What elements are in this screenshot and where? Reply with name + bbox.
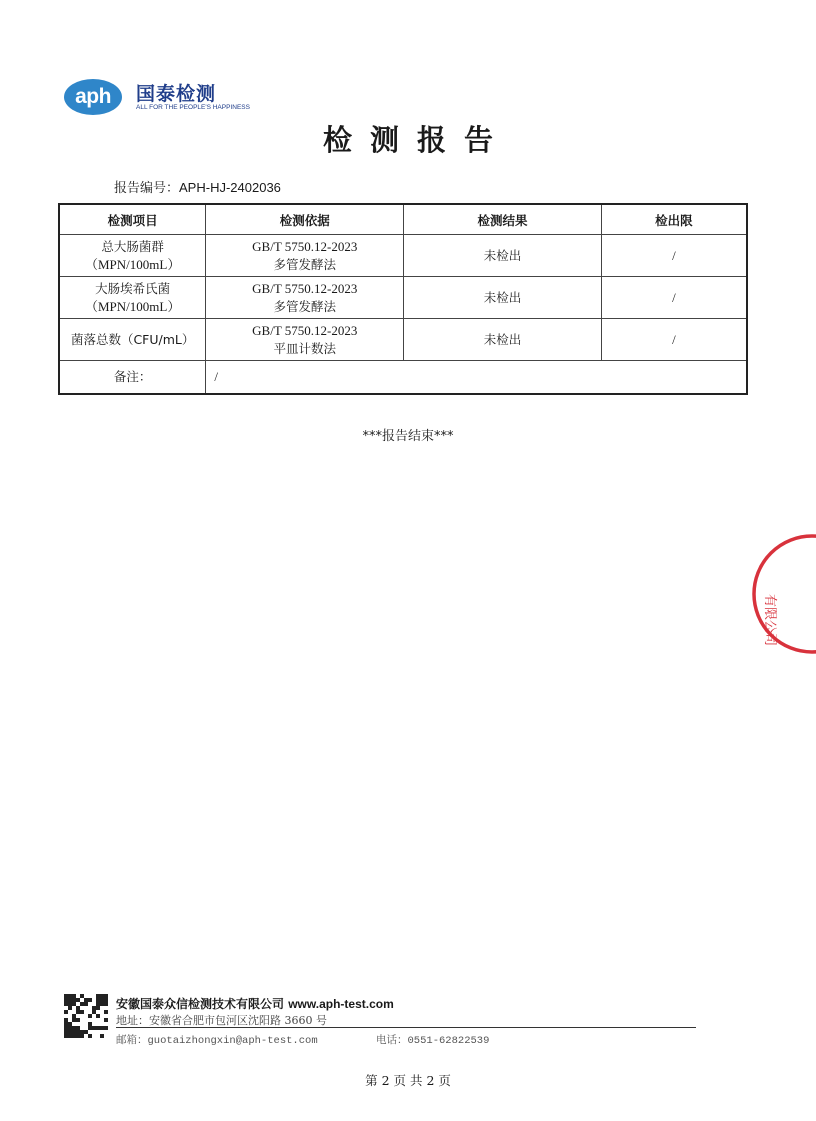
item-name: 菌落总数（CFU/mL）	[70, 331, 195, 347]
qr-module	[104, 1026, 108, 1030]
qr-module	[76, 1006, 80, 1010]
qr-module	[88, 1014, 92, 1018]
qr-module	[80, 1030, 84, 1034]
table-row	[59, 277, 747, 319]
footer-address: 地址：安徽省合肥市包河区沈阳路 3660 号	[116, 1014, 327, 1027]
qr-module	[64, 994, 68, 998]
logo-slogan: ALL FOR THE PEOPLE'S HAPPINESS	[136, 104, 250, 111]
report-number	[114, 177, 281, 196]
qr-module	[96, 1026, 100, 1030]
qr-module	[96, 994, 100, 998]
seal-graphic	[726, 532, 816, 657]
qr-module	[100, 1002, 104, 1006]
qr-code	[64, 994, 108, 1038]
qr-module	[68, 1030, 72, 1034]
basis-method: 平皿计数法	[273, 340, 337, 356]
qr-module	[72, 998, 76, 1002]
table-header-row	[59, 204, 747, 235]
result-cell: 未检出	[404, 277, 602, 319]
qr-module	[96, 1002, 100, 1006]
item-cell	[59, 277, 206, 319]
qr-module	[68, 1006, 72, 1010]
item-name: 大肠埃希氏菌	[95, 280, 171, 296]
footer-phone-value: 0551-62822539	[407, 1035, 490, 1047]
qr-module	[80, 1002, 84, 1006]
basis-standard: GB/T 5750.12-2023	[252, 322, 358, 338]
remark-row	[59, 361, 747, 395]
basis-cell	[206, 277, 404, 319]
seal-text: 有限公司	[762, 594, 777, 647]
header-result: 检测结果	[404, 204, 602, 235]
basis-method: 多管发酵法	[273, 256, 337, 272]
qr-module	[88, 1022, 92, 1026]
footer-website: www.aph-test.com	[288, 997, 394, 1011]
qr-module	[92, 1010, 96, 1014]
header-item: 检测项目	[59, 204, 206, 235]
qr-module	[96, 998, 100, 1002]
qr-module	[96, 1014, 100, 1018]
qr-module	[76, 1026, 80, 1030]
qr-module	[64, 1026, 68, 1030]
basis-cell	[206, 319, 404, 361]
item-cell	[59, 319, 206, 361]
results-table	[58, 203, 748, 395]
qr-module	[68, 994, 72, 998]
item-cell	[59, 235, 206, 277]
qr-module	[64, 1002, 68, 1006]
qr-module	[76, 1010, 80, 1014]
qr-module	[84, 1002, 88, 1006]
qr-module	[64, 1010, 68, 1014]
table-row	[59, 319, 747, 361]
qr-module	[96, 1006, 100, 1010]
qr-module	[68, 1002, 72, 1006]
qr-module	[68, 1026, 72, 1030]
company-logo	[64, 75, 264, 119]
footer-email	[116, 1032, 318, 1047]
qr-module	[72, 1034, 76, 1038]
qr-module	[72, 1002, 76, 1006]
company-seal	[726, 532, 816, 657]
qr-module	[72, 994, 76, 998]
qr-module	[100, 994, 104, 998]
qr-module	[104, 1002, 108, 1006]
qr-module	[104, 1018, 108, 1022]
qr-module	[100, 1034, 104, 1038]
basis-standard: GB/T 5750.12-2023	[252, 280, 358, 296]
footer-email-value: guotaizhongxin@aph-test.com	[147, 1035, 318, 1047]
header-basis: 检测依据	[206, 204, 404, 235]
qr-module	[76, 1018, 80, 1022]
qr-module	[68, 1034, 72, 1038]
item-unit: （MPN/100mL）	[84, 298, 181, 314]
qr-module	[104, 994, 108, 998]
qr-module	[84, 998, 88, 1002]
page-number: 第 2 页 共 2 页	[365, 1073, 451, 1088]
remark-label: 备注：	[59, 361, 206, 395]
limit-cell: /	[601, 319, 747, 361]
qr-module	[80, 1034, 84, 1038]
qr-module	[68, 1022, 72, 1026]
footer-company-line	[116, 995, 394, 1012]
basis-cell	[206, 235, 404, 277]
qr-module	[64, 1022, 68, 1026]
limit-cell: /	[601, 235, 747, 277]
qr-module	[68, 998, 72, 1002]
report-end-mark: ***报告结束***	[362, 429, 454, 444]
footer-phone-label: 电话：	[376, 1034, 408, 1046]
footer-divider	[116, 1027, 696, 1028]
qr-module	[72, 1018, 76, 1022]
result-cell: 未检出	[404, 235, 602, 277]
qr-module	[64, 1030, 68, 1034]
qr-module	[104, 998, 108, 1002]
qr-code-graphic	[64, 994, 108, 1038]
basis-standard: GB/T 5750.12-2023	[252, 238, 358, 254]
report-number-value: APH-HJ-2402036	[179, 180, 281, 195]
qr-module	[80, 994, 84, 998]
qr-module	[92, 1026, 96, 1030]
qr-module	[76, 1030, 80, 1034]
qr-module	[64, 1018, 68, 1022]
limit-cell: /	[601, 277, 747, 319]
header-limit: 检出限	[601, 204, 747, 235]
qr-module	[64, 1034, 68, 1038]
item-unit: （MPN/100mL）	[84, 256, 181, 272]
report-title: 检测报告	[322, 123, 511, 157]
footer-phone	[376, 1032, 489, 1047]
qr-module	[80, 1010, 84, 1014]
qr-module	[100, 1026, 104, 1030]
qr-module	[104, 1010, 108, 1014]
footer-email-label: 邮箱：	[116, 1034, 148, 1046]
qr-module	[88, 1034, 92, 1038]
table-row	[59, 235, 747, 277]
report-number-label: 报告编号：	[114, 180, 180, 195]
qr-module	[72, 1030, 76, 1034]
basis-method: 多管发酵法	[273, 298, 337, 314]
logo-mark: aph	[64, 79, 122, 115]
logo-name: 国泰检测	[136, 83, 217, 105]
qr-module	[72, 1026, 76, 1030]
qr-module	[92, 1006, 96, 1010]
qr-module	[84, 1030, 88, 1034]
qr-module	[88, 1026, 92, 1030]
qr-module	[76, 1034, 80, 1038]
qr-module	[88, 998, 92, 1002]
qr-module	[76, 998, 80, 1002]
item-name: 总大肠菌群	[101, 238, 164, 254]
footer-company-name: 安徽国泰众信检测技术有限公司	[116, 997, 285, 1011]
qr-module	[64, 998, 68, 1002]
qr-module	[72, 1014, 76, 1018]
qr-module	[100, 998, 104, 1002]
remark-value: /	[206, 361, 747, 395]
result-cell: 未检出	[404, 319, 602, 361]
